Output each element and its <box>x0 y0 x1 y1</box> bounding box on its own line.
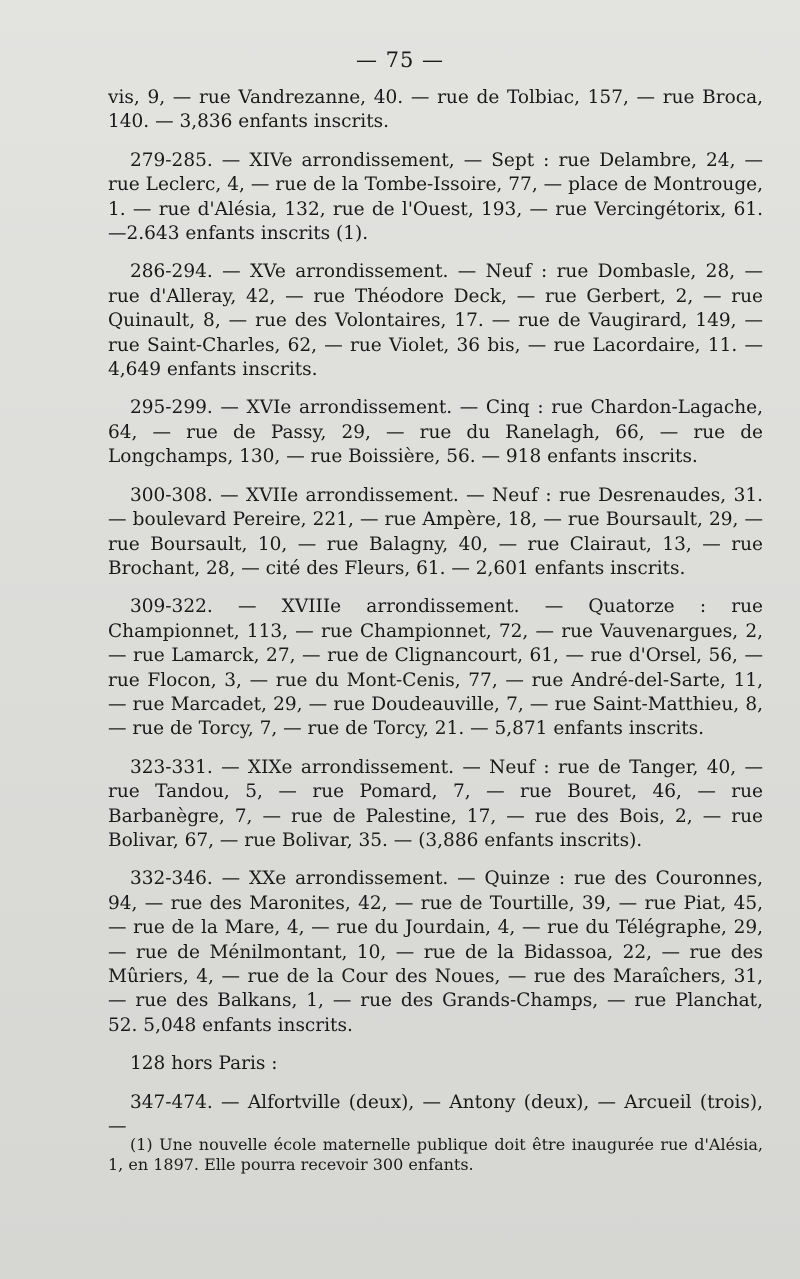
footnote-text: (1) Une nouvelle école maternelle publique doit être inaugurée rue d'Alésia, 1, en 1897. Elle pourra recevoir 300 enfants. <box>108 1135 763 1174</box>
page-number: — 75 — <box>355 48 445 72</box>
paragraph: 128 hors Paris : <box>130 1053 278 1075</box>
paragraph: 279-285. — XIVe arrondissement, — Sept : rue Delambre, 24, — rue Leclerc, 4, — rue de la Tombe-Issoire, 77, — place de Montrouge, 1. — rue d'Alésia, 132, rue de l'Ouest, 193, — rue Vercingétorix, 61. —2.643 enfants inscrits (1). <box>108 149 763 245</box>
paragraph: 300-308. — XVIIe arrondissement. — Neuf : rue Desrenaudes, 31. — boulevard Pereire, 221, — rue Ampère, 18, — rue Boursault, 29, — rue Boursault, 10, — rue Balagny, 40, — rue Clairaut, 13, — rue Brochant, 28, — cité des Fleurs, 61. — 2,601 enfants inscrits. <box>108 484 763 579</box>
paragraph: 286-294. — XVe arrondissement. — Neuf : rue Dombasle, 28, — rue d'Alleray, 42, — rue Théodore Deck, — rue Gerbert, 2, — rue Quinault, 8, — rue des Volontaires, 17. — rue de Vaugirard, 149, — rue Saint-Charles, 62, — rue Violet, 36 bis, — rue Lacordaire, 11. — 4,649 enfants inscrits. <box>108 261 763 381</box>
body-text <box>108 86 763 1153</box>
paragraph: 323-331. — XIXe arrondissement. — Neuf : rue de Tanger, 40, — rue Tandou, 5, — rue Pomard, 7, — rue Bouret, 46, — rue Barbanègre, 7, — rue de Palestine, 17, — rue des Bois, 2, — rue Bolivar, 67, — rue Bolivar, 35. — (3,886 enfants inscrits). <box>108 756 763 851</box>
paragraph: vis, 9, — rue Vandrezanne, 40. — rue de Tolbiac, 157, — rue Broca, 140. — 3,836 enfants inscrits. <box>108 87 763 133</box>
paragraph: 332-346. — XXe arrondissement. — Quinze : rue des Couronnes, 94, — rue des Maronites, 42, — rue de Tourtille, 39, — rue Piat, 45, — rue de la Mare, 4, — rue du Jourdain, 4, — rue du Télégraphe, 29, — rue de Ménilmontant, 10, — rue de la Bidassoa, 22, — rue des Mûriers, 4, — rue de la Cour des Noues, — rue des Maraîchers, 31, — rue des Balkans, 1, — rue des Grands-Champs, — rue Planchat, 52. 5,048 enfants inscrits. <box>108 868 763 1036</box>
paragraph: 295-299. — XVIe arrondissement. — Cinq : rue Chardon-Lagache, 64, — rue de Passy, 29, — rue du Ranelagh, 66, — rue de Longchamps, 130, — rue Boissière, 56. — 918 enfants inscrits. <box>108 397 763 468</box>
paragraph: 347-474. — Alfortville (deux), — Antony (deux), — Arcueil (trois), — <box>108 1091 763 1138</box>
footnote <box>108 1135 763 1175</box>
paragraph: 309-322. — XVIIIe arrondissement. — Quatorze : rue Championnet, 113, — rue Championnet, 72, — rue Vauvenargues, 2, — rue Lamarck, 27, — rue de Clignancourt, 61, — rue d'Orsel, 56, — rue Flocon, 3, — rue du Mont-Cenis, 77, — rue André-del-Sarte, 11, — rue Marcadet, 29, — rue Doudeauville, 7, — rue Saint-Matthieu, 8, — rue de Torcy, 7, — rue de Torcy, 21. — 5,871 enfants inscrits. <box>108 596 763 740</box>
